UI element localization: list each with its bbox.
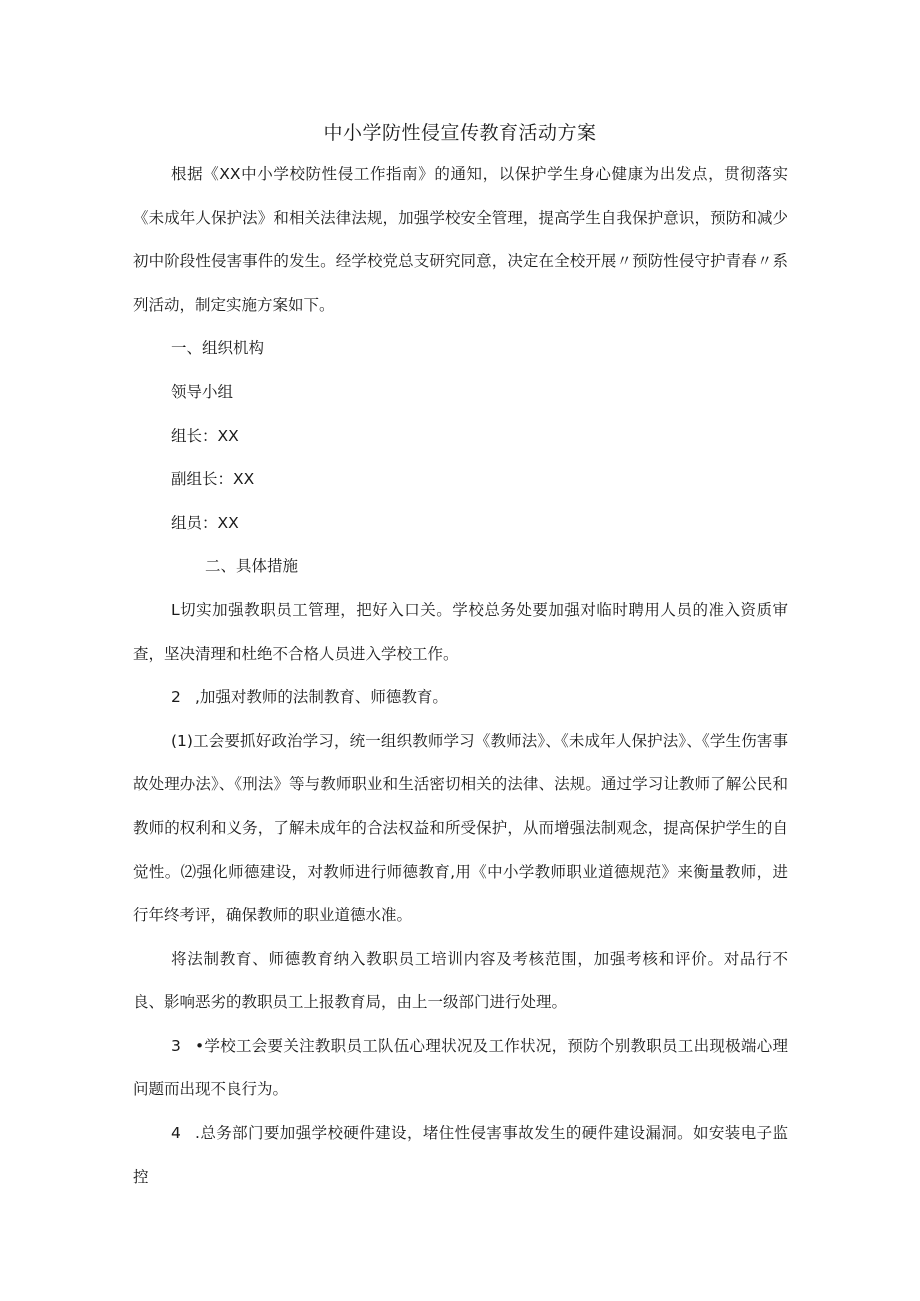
section-heading-organization: 一、组织机构 [171, 339, 265, 358]
measure-item-1: L切实加强教职员工管理，把好入口关。学校总务处要加强对临时聘用人员的准入资质审查，坚决清理和杜绝不合格人员进入学校工作。 [133, 600, 788, 663]
item-text: .总务部门要加强学校硬件建设，堵住性侵害事故发生的硬件建设漏洞。如安装电子监控 [133, 1124, 788, 1186]
measure-item-2-extra: 将法制教育、师德教育纳入教职员工培训内容及考核范围，加强考核和评价。对品行不良、影响恶劣的教职员工上报教育局，由上一级部门进行处理。 [133, 949, 788, 1012]
intro-paragraph: 根据《XX中小学校防性侵工作指南》的通知，以保护学生身心健康为出发点，贯彻落实《未成年人保护法》和相关法律法规，加强学校安全管理，提高学生自我保护意识，预防和减少初中阶段性侵害事件的发生。经学校党总支研究同意，决定在全校开展〃预防性侵守护青春〃系列活动，制定实施方案如下。 [133, 165, 788, 314]
measure-item-2-detail: (1)工会要抓好政治学习，统一组织教师学习《教师法》、《未成年人保护法》、《学生伤害事故处理办法》、《刑法》等与教师职业和生活密切相关的法律、法规。通过学习让教师了解公民和教师的权利和义务，了解未成年的合法权益和所受保护，从而增强法制观念，提高保护学生的自觉性。⑵强化师德建设，对教师进行师德教育,用《中小学教师职业道德规范》来衡量教师，进行年终考评，确保教师的职业道德水准。 [133, 731, 788, 925]
document-title: 中小学防性侵宣传教育活动方案 [323, 122, 597, 144]
deputy-line: 副组长：XX [171, 470, 255, 489]
leader-group-label: 领导小组 [171, 382, 234, 401]
member-line: 组员：XX [171, 513, 239, 532]
document-body [133, 153, 788, 1199]
item-text: ,加强对教师的法制教育、师德教育。 [195, 688, 448, 707]
item-text: •学校工会要关注教职员工队伍心理状况及工作状况，预防个别教职员工出现极端心理问题而出现不良行为。 [133, 1036, 788, 1099]
measure-item-4 [133, 1112, 788, 1199]
item-number: 2 [171, 688, 181, 707]
measure-item-2 [133, 676, 788, 720]
measure-item-3 [133, 1025, 788, 1112]
item-number: 4 [171, 1124, 181, 1143]
item-number: 3 [171, 1036, 181, 1055]
leader-line: 组长：XX [171, 426, 239, 445]
section-heading-measures: 二、具体措施 [205, 557, 299, 576]
